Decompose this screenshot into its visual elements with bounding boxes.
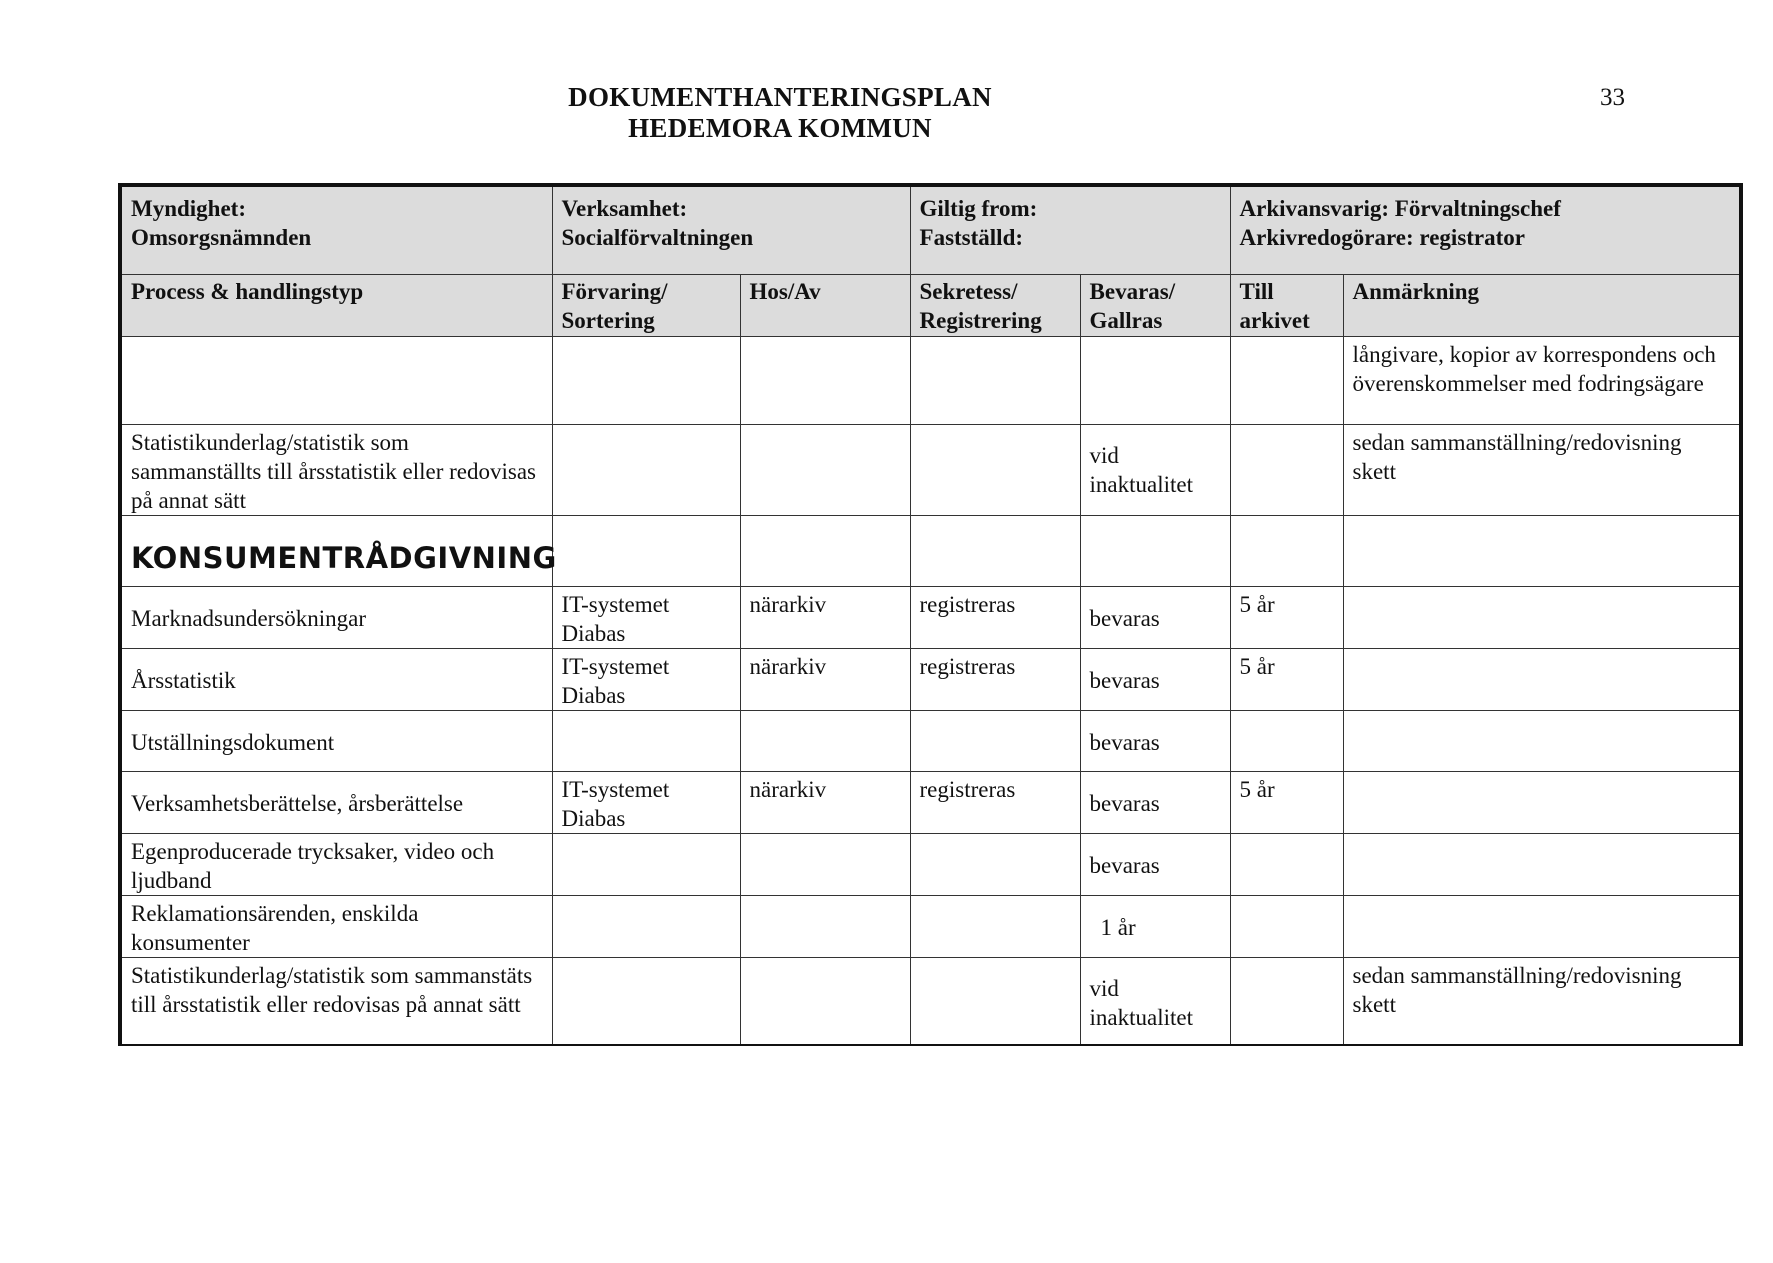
faststalld-label: Fastställd:	[919, 225, 1024, 250]
column-header-row	[120, 274, 1741, 336]
hosav-cell	[740, 424, 910, 515]
bevaras-cell: vid inaktualitet	[1080, 424, 1230, 515]
hosav-cell	[740, 833, 910, 895]
meta-header-row	[120, 185, 1741, 274]
sekretess-cell	[910, 336, 1080, 424]
bevaras-cell: bevaras	[1080, 833, 1230, 895]
col-header-bevaras-line2: Gallras	[1089, 307, 1163, 333]
sekretess-cell	[910, 895, 1080, 957]
col-header-bevaras-line1: Bevaras/	[1089, 278, 1176, 304]
process-cell: Årsstatistik	[120, 648, 552, 710]
forvaring-cell	[552, 710, 740, 771]
hosav-cell: närarkiv	[740, 648, 910, 710]
anmarkning-cell	[1343, 771, 1741, 833]
forvaring-cell	[552, 336, 740, 424]
sekretess-cell: registreras	[910, 771, 1080, 833]
process-cell: Utställningsdokument	[120, 710, 552, 771]
giltig-label: Giltig from:	[919, 196, 1038, 221]
col-header-anmarkning: Anmärkning	[1343, 274, 1741, 336]
bevaras-cell	[1080, 336, 1230, 424]
forvaring-cell	[552, 515, 740, 586]
myndighet-label: Myndighet:	[131, 196, 246, 221]
anmarkning-cell: sedan sammanställning/redovisning skett	[1343, 957, 1741, 1045]
process-cell	[120, 336, 552, 424]
col-header-till-line2: arkivet	[1239, 307, 1310, 333]
verksamhet-label: Verksamhet:	[561, 196, 688, 221]
process-cell: Statistikunderlag/statistik som sammanstäts till årsstatistik eller redovisas på annat sätt	[120, 957, 552, 1045]
section-row	[120, 515, 1741, 586]
arkivansvarig-text: Arkivansvarig: Förvaltningschef	[1239, 196, 1561, 221]
anmarkning-cell	[1343, 515, 1741, 586]
sekretess-cell	[910, 424, 1080, 515]
anmarkning-cell	[1343, 586, 1741, 648]
till-arkivet-cell	[1230, 336, 1343, 424]
hosav-cell	[740, 895, 910, 957]
col-header-sekretess	[910, 274, 1080, 336]
process-cell: Egenproducerade trycksaker, video och ljudband	[120, 833, 552, 895]
anmarkning-cell	[1343, 833, 1741, 895]
col-header-forvaring-line1: Förvaring/	[561, 278, 668, 304]
bevaras-cell: 1 år	[1080, 895, 1230, 957]
verksamhet-value: Socialförvaltningen	[561, 225, 754, 250]
col-header-till-arkivet	[1230, 274, 1343, 336]
col-header-forvaring-line2: Sortering	[561, 307, 655, 333]
bevaras-cell: bevaras	[1080, 648, 1230, 710]
sekretess-cell	[910, 957, 1080, 1045]
anmarkning-cell	[1343, 895, 1741, 957]
till-arkivet-cell	[1230, 833, 1343, 895]
hosav-cell	[740, 710, 910, 771]
sekretess-cell	[910, 833, 1080, 895]
arkivredogorare-text: Arkivredogörare: registrator	[1239, 225, 1526, 250]
col-header-till-line1: Till	[1239, 278, 1274, 304]
col-header-bevaras	[1080, 274, 1230, 336]
title-line-2: HEDEMORA KOMMUN	[628, 113, 932, 143]
till-arkivet-cell	[1230, 515, 1343, 586]
hosav-cell: närarkiv	[740, 586, 910, 648]
anmarkning-cell	[1343, 648, 1741, 710]
section-title: KONSUMENTRÅDGIVNING	[120, 515, 552, 586]
table-row	[120, 424, 1741, 515]
giltig-cell	[910, 185, 1230, 274]
bevaras-cell: bevaras	[1080, 771, 1230, 833]
bevaras-cell: bevaras	[1080, 586, 1230, 648]
table-row	[120, 648, 1741, 710]
hosav-cell	[740, 336, 910, 424]
verksamhet-cell	[552, 185, 910, 274]
table-row	[120, 957, 1741, 1045]
anmarkning-cell	[1343, 710, 1741, 771]
col-header-sekretess-line2: Registrering	[919, 307, 1042, 333]
col-header-hosav: Hos/Av	[740, 274, 910, 336]
till-arkivet-cell: 5 år	[1230, 648, 1343, 710]
sekretess-cell: registreras	[910, 586, 1080, 648]
table-row	[120, 895, 1741, 957]
myndighet-value: Omsorgsnämnden	[131, 225, 312, 250]
sekretess-cell	[910, 710, 1080, 771]
till-arkivet-cell	[1230, 710, 1343, 771]
col-header-sekretess-line1: Sekretess/	[919, 278, 1018, 304]
forvaring-cell	[552, 424, 740, 515]
forvaring-cell	[552, 895, 740, 957]
bevaras-cell	[1080, 515, 1230, 586]
anmarkning-cell: sedan sammanställning/redovisning skett	[1343, 424, 1741, 515]
process-cell: Statistikunderlag/statistik som sammanställts till årsstatistik eller redovisas på annat sätt	[120, 424, 552, 515]
sekretess-cell	[910, 515, 1080, 586]
document-plan-table	[118, 183, 1743, 1046]
arkiv-cell	[1230, 185, 1741, 274]
sekretess-cell: registreras	[910, 648, 1080, 710]
forvaring-cell: IT-systemet Diabas	[552, 771, 740, 833]
process-cell: Reklamationsärenden, enskilda konsumenter	[120, 895, 552, 957]
forvaring-cell: IT-systemet Diabas	[552, 648, 740, 710]
col-header-forvaring	[552, 274, 740, 336]
page-number: 33	[1600, 84, 1625, 111]
hosav-cell: närarkiv	[740, 771, 910, 833]
till-arkivet-cell	[1230, 957, 1343, 1045]
till-arkivet-cell: 5 år	[1230, 586, 1343, 648]
table-row	[120, 833, 1741, 895]
anmarkning-cell: långivare, kopior av korrespondens och överenskommelser med fodringsägare	[1343, 336, 1741, 424]
forvaring-cell	[552, 957, 740, 1045]
till-arkivet-cell	[1230, 424, 1343, 515]
forvaring-cell: IT-systemet Diabas	[552, 586, 740, 648]
bevaras-cell: vid inaktualitet	[1080, 957, 1230, 1045]
hosav-cell	[740, 957, 910, 1045]
title-line-1: DOKUMENTHANTERINGSPLAN	[568, 82, 992, 112]
forvaring-cell	[552, 833, 740, 895]
document-title	[520, 82, 1040, 144]
hosav-cell	[740, 515, 910, 586]
till-arkivet-cell	[1230, 895, 1343, 957]
bevaras-cell: bevaras	[1080, 710, 1230, 771]
table-row	[120, 586, 1741, 648]
process-cell: Verksamhetsberättelse, årsberättelse	[120, 771, 552, 833]
table-row	[120, 771, 1741, 833]
till-arkivet-cell: 5 år	[1230, 771, 1343, 833]
col-header-process: Process & handlingstyp	[120, 274, 552, 336]
table-row	[120, 710, 1741, 771]
table-row	[120, 336, 1741, 424]
myndighet-cell	[120, 185, 552, 274]
process-cell: Marknadsundersökningar	[120, 586, 552, 648]
